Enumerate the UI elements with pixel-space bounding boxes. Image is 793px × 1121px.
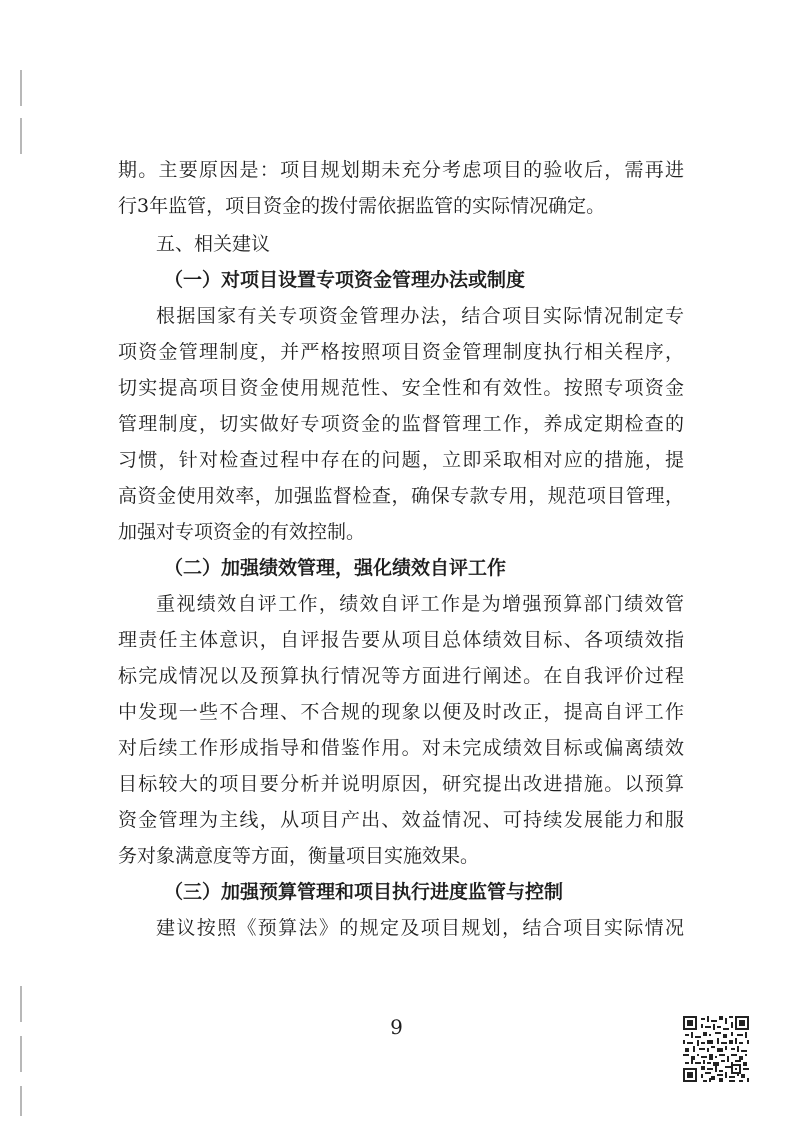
subsection-heading: （三）加强预算管理和项目执行进度监管与控制 [164, 881, 564, 903]
text-line: 建议按照《预算法》的规定及项目规划，结合项目实际情况 [156, 917, 684, 939]
text-line: 中发现一些不合理、不合规的现象以便及时改正，提高自评工作 [118, 701, 684, 723]
binding-edge-mark [20, 70, 22, 106]
text-line: 高资金使用效率，加强监督检查，确保专款专用，规范项目管理， [118, 485, 684, 507]
binding-edge-mark [20, 1036, 22, 1072]
text-line: 资金管理为主线，从项目产出、效益情况、可持续发展能力和服 [118, 809, 684, 831]
text-line: 习惯，针对检查过程中存在的问题，立即采取相对应的措施，提 [118, 449, 684, 471]
text-line: 重视绩效自评工作，绩效自评工作是为增强预算部门绩效管 [156, 593, 684, 615]
text-line: 务对象满意度等方面，衡量项目实施效果。 [118, 845, 480, 867]
text-line: 目标较大的项目要分析并说明原因，研究提出改进措施。以预算 [118, 773, 684, 795]
binding-edge-mark [20, 118, 22, 154]
subsection-heading: （二）加强绩效管理，强化绩效自评工作 [164, 557, 507, 579]
text-line: 根据国家有关专项资金管理办法，结合项目实际情况制定专 [156, 305, 684, 327]
binding-edge-mark [20, 1086, 22, 1116]
section-heading: 五、相关建议 [156, 233, 271, 255]
text-line: 管理制度，切实做好专项资金的监督管理工作，养成定期检查的 [118, 413, 684, 435]
page-number: 9 [390, 1015, 403, 1039]
text-line: 行3年监管，项目资金的拨付需依据监管的实际情况确定。 [118, 195, 606, 217]
text-line: 理责任主体意识，自评报告要从项目总体绩效目标、各项绩效指 [118, 629, 684, 651]
text-line: 加强对专项资金的有效控制。 [118, 521, 366, 543]
text-line: 对后续工作形成指导和借鉴作用。对未完成绩效目标或偏离绩效 [118, 737, 684, 759]
text-line: 切实提高项目资金使用规范性、安全性和有效性。按照专项资金 [118, 377, 684, 399]
text-line: 标完成情况以及预算执行情况等方面进行阐述。在自我评价过程 [118, 665, 684, 687]
text-line: 项资金管理制度，并严格按照项目资金管理制度执行相关程序， [118, 341, 684, 363]
body-text [118, 152, 684, 946]
subsection-heading: （一）对项目设置专项资金管理办法或制度 [164, 269, 526, 291]
qr-code-icon [683, 1016, 749, 1082]
text-line: 期。主要原因是：项目规划期未充分考虑项目的验收后，需再进 [118, 159, 684, 181]
